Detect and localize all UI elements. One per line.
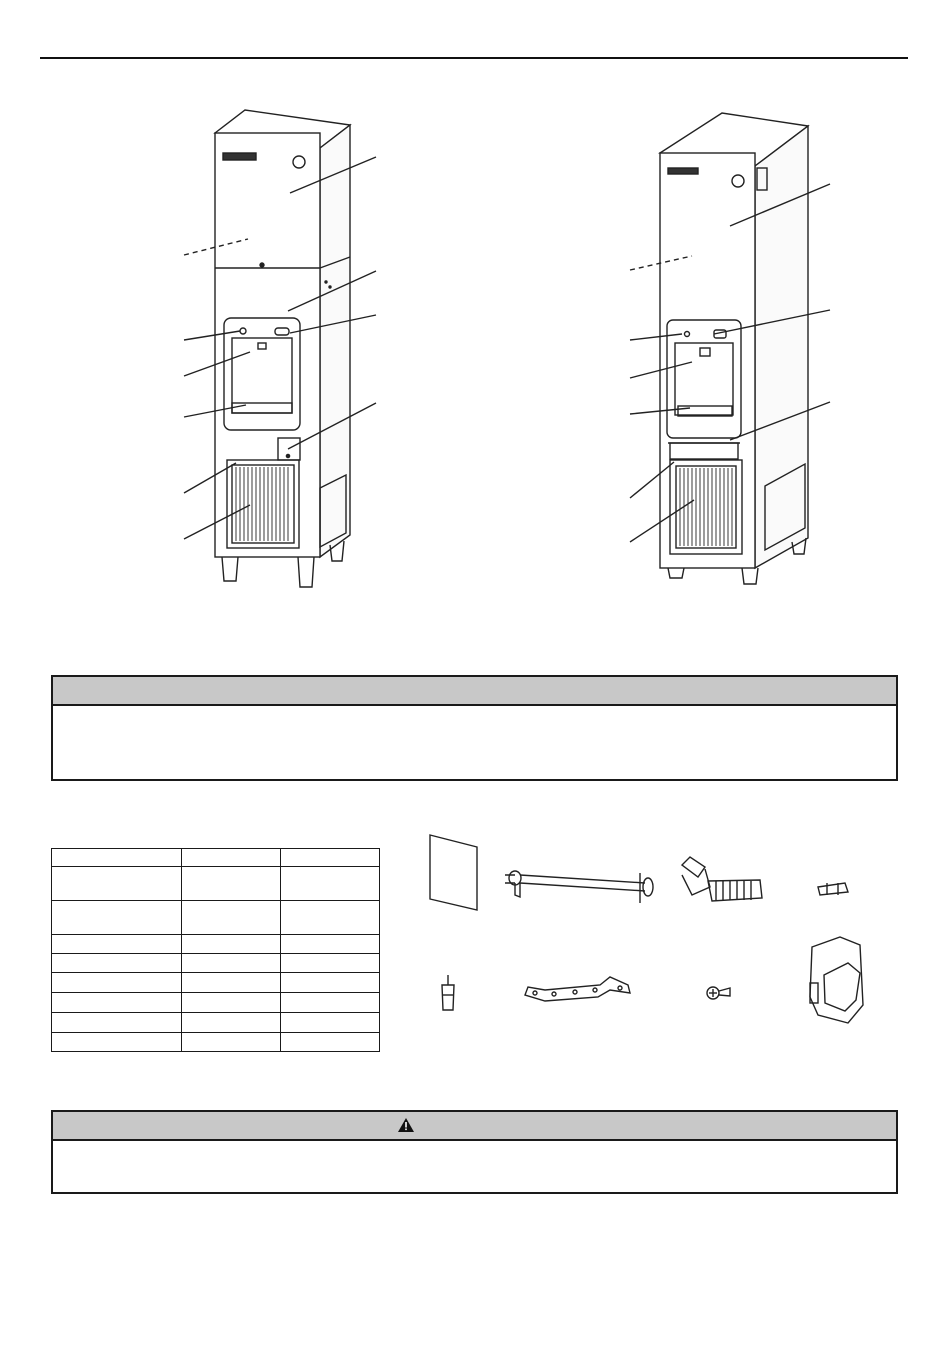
drain-pipe-icon [505, 871, 653, 903]
table-cell [52, 901, 182, 935]
table-cell [181, 867, 280, 901]
table-cell [181, 1033, 280, 1052]
warning-panel-heading [53, 1112, 896, 1141]
table-cell [280, 973, 379, 993]
table-cell [52, 1033, 182, 1052]
notice-panel-body [53, 706, 896, 722]
table-cell [181, 993, 280, 1013]
table-row [52, 1013, 380, 1033]
table-row [52, 867, 380, 901]
table-cell [181, 973, 280, 993]
spout-cover-icon [810, 937, 863, 1023]
table-cell [181, 954, 280, 973]
left-unit-illustration [180, 105, 390, 595]
manual-booklet-icon [430, 835, 477, 910]
table-cell [181, 849, 280, 867]
table-cell [52, 1013, 182, 1033]
table-cell [280, 901, 379, 935]
table-cell [181, 935, 280, 954]
notice-panel [51, 675, 898, 781]
table-cell [280, 954, 379, 973]
table-cell [280, 1013, 379, 1033]
right-unit-illustration [630, 108, 840, 598]
table-cell [52, 935, 182, 954]
table-cell [280, 935, 379, 954]
hose-fitting-icon [818, 883, 848, 895]
table-cell [52, 993, 182, 1013]
table-row [52, 849, 380, 867]
table-cell [280, 993, 379, 1013]
warning-triangle-icon [397, 1117, 415, 1133]
table-cell [52, 867, 182, 901]
table-row [52, 954, 380, 973]
accessory-icons [420, 825, 880, 1035]
warning-panel [51, 1110, 898, 1194]
table-cell [280, 849, 379, 867]
table-row [52, 901, 380, 935]
screw-icon [707, 987, 730, 999]
warning-panel-body [53, 1141, 896, 1157]
table-cell [181, 901, 280, 935]
table-cell [280, 1033, 379, 1052]
notice-panel-heading [53, 677, 896, 706]
table-row [52, 935, 380, 954]
table-cell [52, 973, 182, 993]
adjustable-leg-icon [442, 975, 454, 1010]
table-cell [280, 867, 379, 901]
header-rule [40, 57, 908, 59]
table-cell [181, 1013, 280, 1033]
mounting-bracket-icon [525, 977, 630, 1001]
table-cell [52, 849, 182, 867]
accessories-table [51, 848, 380, 1052]
table-row [52, 1033, 380, 1052]
table-cell [52, 954, 182, 973]
table-row [52, 993, 380, 1013]
table-row [52, 973, 380, 993]
water-hose-icon [682, 857, 762, 901]
